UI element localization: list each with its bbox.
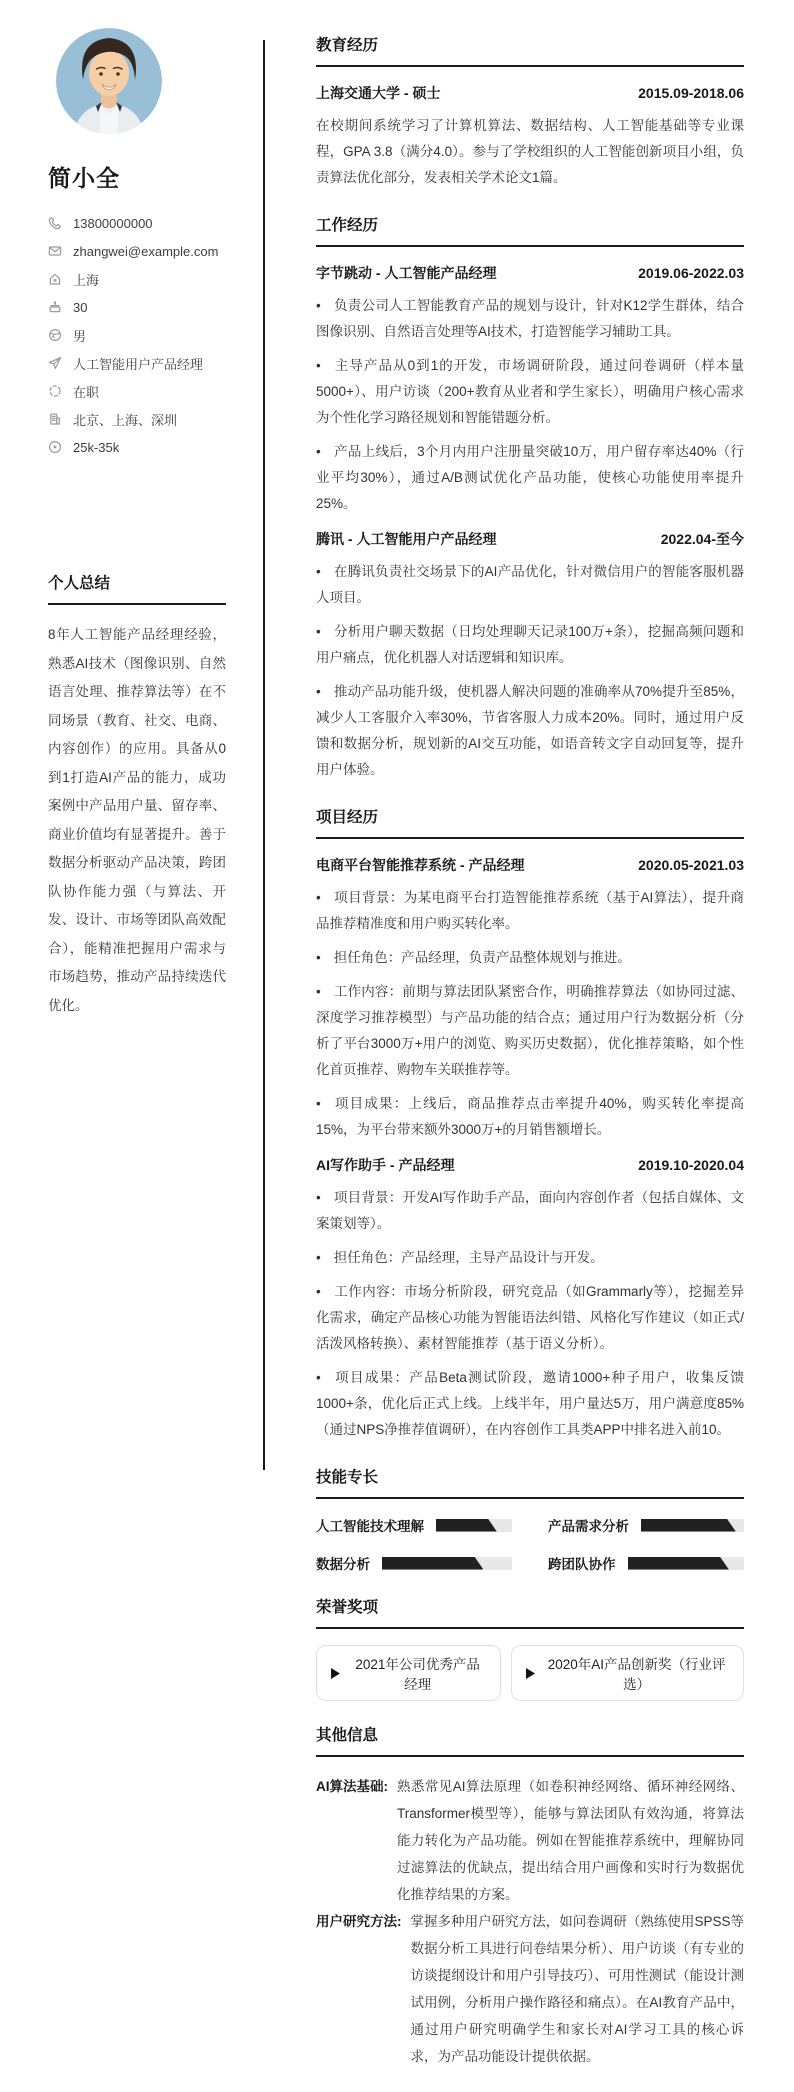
education-school: 上海交通大学 - 硕士	[316, 85, 441, 101]
project-entry	[316, 1155, 744, 1443]
skill-bar-fill	[436, 1519, 497, 1532]
work-title: 工作经历	[316, 213, 744, 247]
skill-bar	[641, 1519, 744, 1532]
skill-item	[316, 1553, 512, 1573]
skill-bar-fill	[641, 1519, 736, 1532]
skill-bar-fill	[628, 1557, 729, 1570]
column-divider	[263, 40, 265, 1470]
other-info-label: AI算法基础:	[316, 1779, 388, 1794]
work-entry-name: 字节跳动 - 人工智能产品经理	[316, 265, 497, 281]
contact-phone	[48, 209, 226, 237]
project-entry-date: 2020.05-2021.03	[638, 857, 744, 873]
work-bullet: • 分析用户聊天数据（日均处理聊天记录100万+条），挖掘高频问题和用户痛点，优化机器人对话逻辑和知识库。	[316, 619, 744, 671]
work-bullet: • 产品上线后，3个月内用户注册量突破10万，用户留存率达40%（行业平均30%），通过A/B测试优化产品功能，使核心功能使用率提升25%。	[316, 439, 744, 517]
gender-icon	[48, 328, 62, 342]
contact-list	[48, 209, 226, 461]
avatar-illustration	[56, 28, 162, 134]
contact-position-text: 人工智能用户产品经理	[73, 356, 204, 372]
skills-section	[316, 1465, 744, 1573]
contact-salary-text: 25k-35k	[73, 439, 120, 455]
play-icon	[331, 1668, 340, 1679]
skill-label: 产品需求分析	[548, 1519, 629, 1534]
work-section	[316, 213, 744, 783]
project-bullet: • 项目背景：为某电商平台打造智能推荐系统（基于AI算法），提升商品推荐精准度和用户购买转化率。	[316, 885, 744, 937]
contact-email-text: zhangwei@example.com	[73, 243, 219, 259]
other-info-item	[316, 1908, 744, 2070]
work-entry-date: 2019.06-2022.03	[638, 265, 744, 281]
work-bullet: • 推动产品功能升级，使机器人解决问题的准确率从70%提升至85%，减少人工客服介入率30%，节省客服人力成本20%。同时，通过用户反馈和数据分析，规划新的AI交互功能，如语音转文字自动回复等，提升用户体验。	[316, 679, 744, 783]
skill-label: 数据分析	[316, 1557, 370, 1572]
other-info-section	[316, 1723, 744, 2070]
project-bullet: • 项目成果：上线后，商品推荐点击率提升40%，购买转化率提高15%，为平台带来额外3000万+的月销售额增长。	[316, 1091, 744, 1143]
other-info-text: 熟悉常见AI算法原理（如卷积神经网络、循环神经网络、Transformer模型等），能够与算法团队有效沟通，将算法能力转化为产品功能。例如在智能推荐系统中，理解协同过滤算法的优缺点，提出结合用户画像和实时行为数据优化推荐结果的方案。	[397, 1779, 744, 1902]
projects-title: 项目经历	[316, 805, 744, 839]
project-bullet: • 项目成果：产品Beta测试阶段，邀请1000+种子用户，收集反馈1000+条，优化后正式上线。上线半年，用户量达5万，用户满意度85%（通过NPS净推荐值调研），在内容创作工具类APP中排名进入前10。	[316, 1365, 744, 1443]
contact-status-text: 在职	[73, 384, 100, 400]
work-bullet: • 主导产品从0到1的开发，市场调研阶段，通过问卷调研（样本量5000+）、用户访谈（200+教育从业者和学生家长），明确用户核心需求为个性化学习路径规划和智能错题分析。	[316, 353, 744, 431]
projects-section	[316, 805, 744, 1443]
other-info-text: 掌握多种用户研究方法，如问卷调研（熟练使用SPSS等数据分析工具进行问卷结果分析）、用户访谈（有专业的访谈提纲设计和用户引导技巧）、可用性测试（能设计测试用例，分析用户操作路径和痛点）。在AI教育产品中，通过用户研究明确学生和家长对AI学习工具的核心诉求，为产品功能设计提供依据。	[410, 1914, 744, 2064]
contact-gender-text: 男	[73, 328, 87, 344]
contact-cities	[48, 405, 226, 433]
award-label: 2021年公司优秀产品经理	[355, 1657, 480, 1692]
contact-status	[48, 377, 226, 405]
project-entry-name: 电商平台智能推荐系统 - 产品经理	[316, 857, 525, 873]
contact-age-text: 30	[73, 299, 88, 315]
skills-grid	[316, 1515, 744, 1573]
city-building-icon	[48, 412, 62, 426]
awards-section	[316, 1595, 744, 1701]
profile-photo	[56, 28, 162, 134]
contact-age	[48, 293, 226, 321]
other-info-item	[316, 1773, 744, 1908]
contact-location-text: 上海	[73, 272, 100, 288]
contact-position	[48, 349, 226, 377]
work-bullet: • 负责公司人工智能教育产品的规划与设计，针对K12学生群体，结合图像识别、自然语言处理等AI技术，打造智能学习辅助工具。	[316, 293, 744, 345]
project-bullet: • 工作内容：市场分析阶段，研究竞品（如Grammarly等），挖掘差异化需求，确定产品核心功能为智能语法纠错、风格化写作建议（如正式/活泼风格转换）、素材智能推荐（基于语义分析）。	[316, 1279, 744, 1357]
contact-location	[48, 265, 226, 293]
education-section	[316, 33, 744, 191]
skill-label: 人工智能技术理解	[316, 1519, 424, 1534]
main-column	[316, 33, 744, 2092]
skill-bar	[382, 1557, 512, 1570]
skill-bar	[436, 1519, 512, 1532]
mail-icon	[48, 244, 62, 258]
award-label: 2020年AI产品创新奖（行业评选）	[547, 1657, 726, 1692]
position-paper-plane-icon	[48, 356, 62, 370]
skill-item	[316, 1515, 512, 1535]
contact-gender	[48, 321, 226, 349]
project-bullet: • 项目背景：开发AI写作助手产品，面向内容创作者（包括自媒体、文案策划等）。	[316, 1185, 744, 1237]
work-bullet: • 在腾讯负责社交场景下的AI产品优化，针对微信用户的智能客服机器人项目。	[316, 559, 744, 611]
award-pill[interactable]	[316, 1645, 501, 1701]
summary-title: 个人总结	[48, 571, 226, 605]
phone-icon	[48, 216, 62, 230]
summary-section	[48, 571, 226, 1020]
project-bullet: • 担任角色：产品经理，负责产品整体规划与推进。	[316, 945, 744, 971]
award-pill[interactable]	[511, 1645, 744, 1701]
skill-bar-fill	[382, 1557, 483, 1570]
awards-list	[316, 1645, 744, 1701]
education-entry	[316, 83, 744, 191]
status-icon	[48, 384, 62, 398]
other-info-title: 其他信息	[316, 1723, 744, 1757]
home-icon	[48, 272, 62, 286]
project-entry	[316, 855, 744, 1143]
education-title: 教育经历	[316, 33, 744, 67]
work-entry	[316, 263, 744, 517]
contact-email	[48, 237, 226, 265]
work-entry	[316, 529, 744, 783]
candidate-name: 简小全	[48, 165, 120, 191]
skill-bar	[628, 1557, 745, 1570]
awards-title: 荣誉奖项	[316, 1595, 744, 1629]
project-bullet: • 工作内容：前期与算法团队紧密合作，明确推荐算法（如协同过滤、深度学习推荐模型）与产品功能的结合点；通过用户行为数据分析（分析了平台3000万+用户的浏览、购买历史数据），优化推荐策略，如个性化首页推荐、购物车关联推荐等。	[316, 979, 744, 1083]
skills-title: 技能专长	[316, 1465, 744, 1499]
work-entry-date: 2022.04-至今	[660, 531, 744, 547]
project-entry-name: AI写作助手 - 产品经理	[316, 1157, 455, 1173]
project-entry-date: 2019.10-2020.04	[638, 1157, 744, 1173]
skill-item	[548, 1515, 744, 1535]
contact-phone-text: 13800000000	[73, 215, 153, 231]
education-date: 2015.09-2018.06	[638, 85, 744, 101]
play-icon	[526, 1668, 535, 1679]
skill-label: 跨团队协作	[548, 1557, 616, 1572]
skill-item	[548, 1553, 744, 1573]
salary-target-icon	[48, 440, 62, 454]
contact-salary	[48, 433, 226, 461]
sidebar	[48, 28, 226, 1020]
work-entry-name: 腾讯 - 人工智能用户产品经理	[316, 531, 497, 547]
project-bullet: • 担任角色：产品经理，主导产品设计与开发。	[316, 1245, 744, 1271]
other-info-label: 用户研究方法:	[316, 1914, 402, 1929]
contact-cities-text: 北京、上海、深圳	[73, 412, 178, 428]
education-description: 在校期间系统学习了计算机算法、数据结构、人工智能基础等专业课程，GPA 3.8（满分4.0）。参与了学校组织的人工智能创新项目小组，负责算法优化部分，发表相关学术论文1篇。	[316, 118, 744, 185]
age-icon	[48, 300, 62, 314]
summary-text: 8年人工智能产品经理经验，熟悉AI技术（图像识别、自然语言处理、推荐算法等）在不同场景（教育、社交、电商、内容创作）的应用。具备从0到1打造AI产品的能力，成功案例中产品用户量、留存率、商业价值均有显著提升。善于数据分析驱动产品决策，跨团队协作能力强（与算法、开发、设计、市场等团队高效配合），能精准把握用户需求与市场趋势，推动产品持续迭代优化。	[48, 627, 226, 1013]
